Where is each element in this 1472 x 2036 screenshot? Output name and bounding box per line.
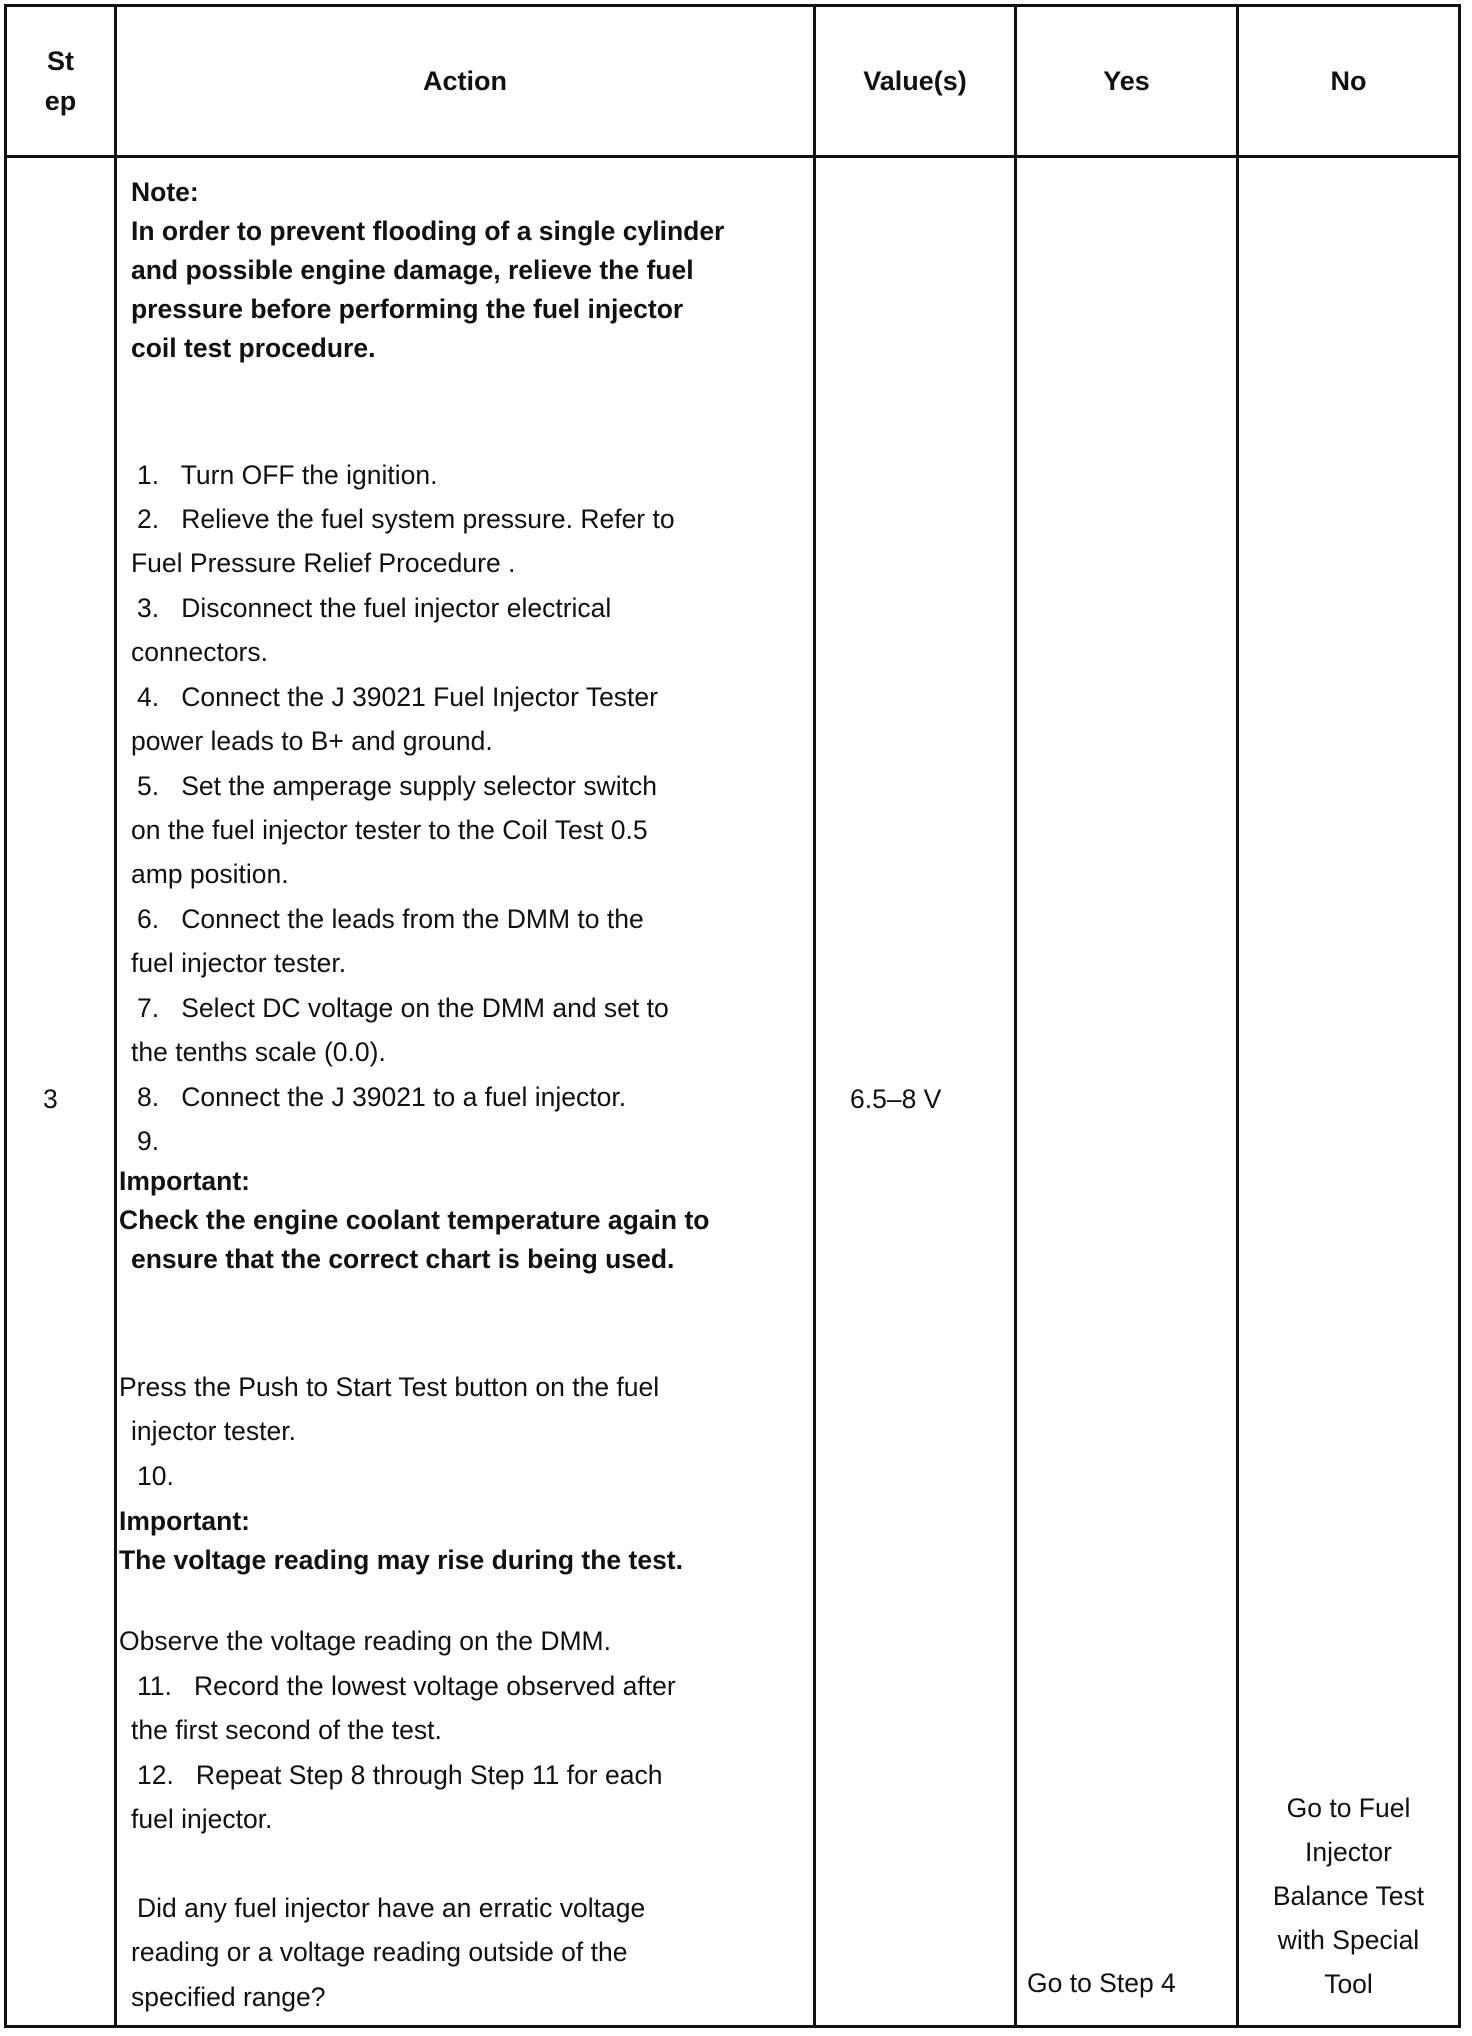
no-line: Injector bbox=[1305, 1837, 1392, 1867]
step10-text: Observe the voltage reading on the DMM. bbox=[119, 1626, 611, 1656]
step-line: connectors. bbox=[131, 637, 268, 667]
step-line: 1. Turn OFF the ignition. bbox=[137, 460, 438, 490]
step9-text: injector tester. bbox=[131, 1416, 296, 1446]
header-step-line2: ep bbox=[44, 86, 77, 116]
important-line: ensure that the correct chart is being used. bbox=[131, 1244, 675, 1274]
step-line: the first second of the test. bbox=[131, 1715, 442, 1745]
no-line: with Special bbox=[1277, 1925, 1420, 1955]
header-yes: Yes bbox=[1103, 66, 1150, 96]
header-no: No bbox=[1330, 66, 1367, 96]
column-divider-4 bbox=[1236, 7, 1239, 2025]
header-values: Value(s) bbox=[863, 66, 967, 96]
important-label: Important: bbox=[119, 1506, 251, 1536]
step-line: 5. Set the amperage supply selector switch bbox=[137, 771, 657, 801]
step-line: 6. Connect the leads from the DMM to the bbox=[137, 904, 644, 934]
step-line: fuel injector. bbox=[131, 1804, 273, 1834]
value-range: 6.5–8 V bbox=[850, 1084, 942, 1114]
question-line: specified range? bbox=[131, 1982, 326, 2012]
step-line: 9. bbox=[137, 1126, 160, 1156]
question-line: reading or a voltage reading outside of the bbox=[131, 1937, 628, 1967]
step-line: 2. Relieve the fuel system pressure. Refer to bbox=[137, 504, 675, 534]
important-line: The voltage reading may rise during the test. bbox=[119, 1545, 683, 1575]
note-line: In order to prevent flooding of a single cylinder bbox=[131, 216, 725, 246]
yes-result: Go to Step 4 bbox=[1027, 1968, 1176, 1998]
question-line: Did any fuel injector have an erratic voltage bbox=[137, 1893, 646, 1923]
step-line: amp position. bbox=[131, 859, 289, 889]
note-line: and possible engine damage, relieve the fuel bbox=[131, 255, 694, 285]
no-line: Balance Test bbox=[1272, 1881, 1425, 1911]
note-line: pressure before performing the fuel injector bbox=[131, 294, 684, 324]
step-line: 11. Record the lowest voltage observed after bbox=[137, 1671, 676, 1701]
important-label: Important: bbox=[119, 1166, 251, 1196]
important-line: Check the engine coolant temperature again to bbox=[119, 1205, 710, 1235]
header-step-line1: St bbox=[46, 46, 74, 76]
step-line: the tenths scale (0.0). bbox=[131, 1037, 386, 1067]
diagnostic-table bbox=[4, 4, 1461, 2028]
step-line: on the fuel injector tester to the Coil Test 0.5 bbox=[131, 815, 648, 845]
step-line: Fuel Pressure Relief Procedure . bbox=[131, 548, 516, 578]
step10-number: 10. bbox=[137, 1461, 174, 1491]
header-action: Action bbox=[423, 66, 507, 96]
step-line: 8. Connect the J 39021 to a fuel injector. bbox=[137, 1082, 627, 1112]
no-line: Tool bbox=[1324, 1969, 1373, 1999]
step-line: power leads to B+ and ground. bbox=[131, 726, 493, 756]
note-line: coil test procedure. bbox=[131, 333, 376, 363]
action-content bbox=[7, 7, 813, 2025]
step-line: fuel injector tester. bbox=[131, 948, 347, 978]
step-line: 3. Disconnect the fuel injector electrical bbox=[137, 593, 612, 623]
step-number: 3 bbox=[43, 1084, 58, 1114]
column-divider-3 bbox=[1014, 7, 1017, 2025]
step-line: 7. Select DC voltage on the DMM and set to bbox=[137, 993, 669, 1023]
step9-text: Press the Push to Start Test button on the fuel bbox=[119, 1372, 660, 1402]
column-divider-2 bbox=[813, 7, 816, 2025]
note-label: Note: bbox=[131, 177, 199, 207]
no-line: Go to Fuel bbox=[1286, 1793, 1411, 1823]
step-line: 4. Connect the J 39021 Fuel Injector Tester bbox=[137, 682, 658, 712]
no-result bbox=[1239, 1786, 1458, 2006]
step-line: 12. Repeat Step 8 through Step 11 for each bbox=[137, 1760, 663, 1790]
